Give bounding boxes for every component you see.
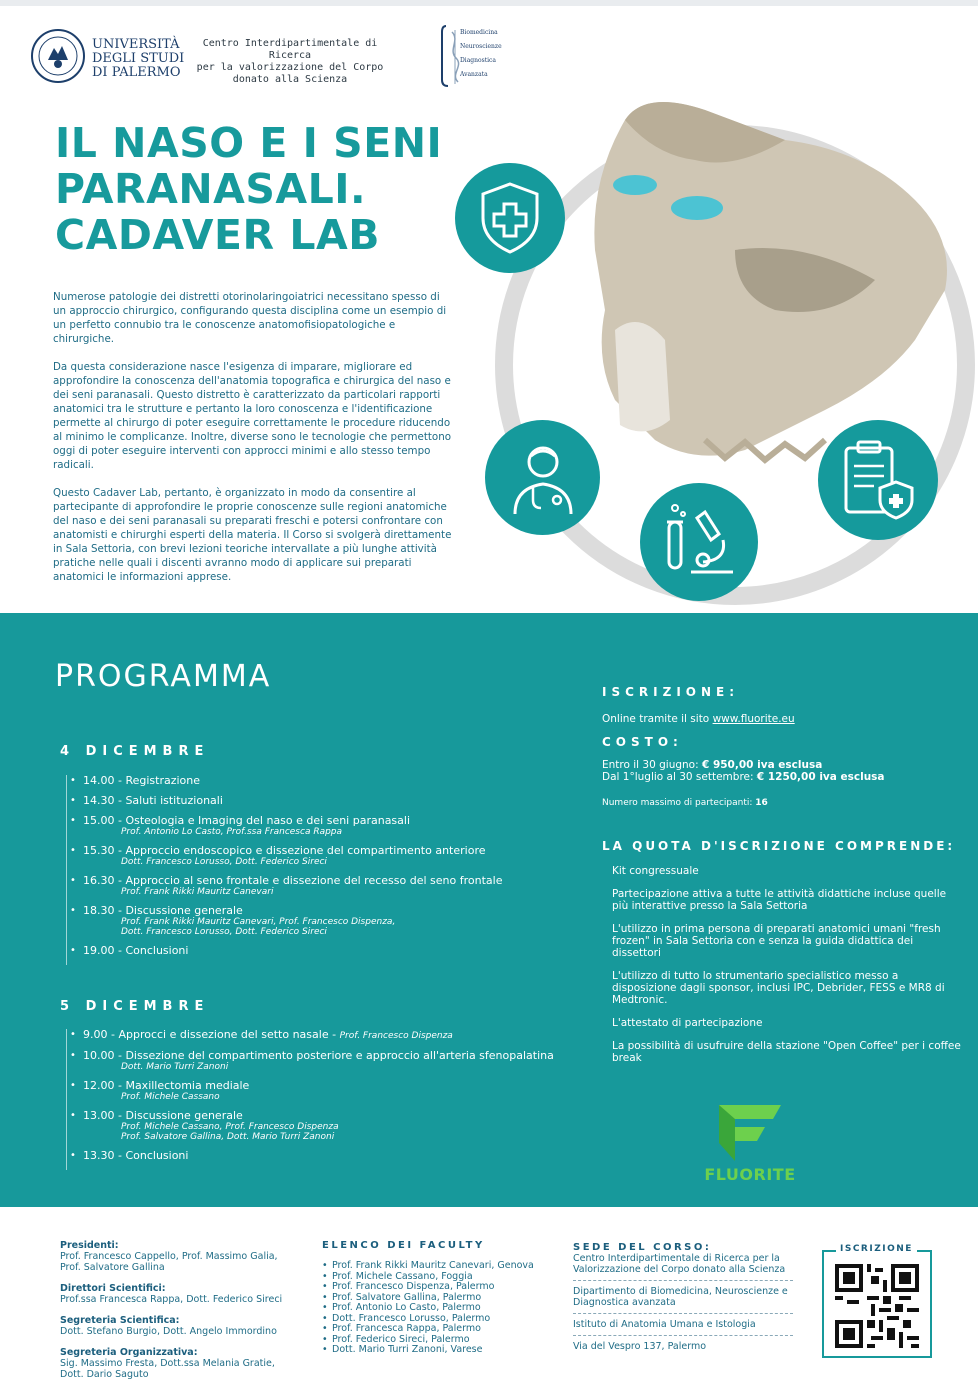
price-line: Entro il 30 giugno: € 950,00 iva esclusa	[602, 759, 823, 771]
day2-schedule	[66, 1029, 586, 1170]
day1-schedule	[66, 775, 586, 965]
schedule-item: • 18.30 - Discussione generale Prof. Frank Rikki Mauritz Canevari, Prof. Francesco Dispenza, Dott. Francesco Lorusso, Dott. Federico Sireci	[83, 905, 586, 937]
costo-heading: COSTO:	[602, 735, 683, 749]
qr-code-icon[interactable]	[835, 1264, 919, 1348]
unipa-logo	[30, 28, 190, 88]
schedule-item: • 16.30 - Approccio al seno frontale e dissezione del recesso del seno frontale Prof. Frank Rikki Mauritz Canevari	[83, 875, 586, 897]
iscrizione-text: Online tramite il sito www.fluorite.eu	[602, 713, 795, 725]
faculty-member: • Prof. Francesco Dispenza, Palermo	[322, 1282, 562, 1293]
schedule-item: • 10.00 - Dissezione del compartimento posteriore e approccio all'arteria sfenopalatina Dott. Mario Turri Zanoni	[83, 1050, 586, 1072]
bind-words: Biomedicina Neuroscienze Diagnostica Avanzata	[460, 29, 502, 78]
fluorite-mark-icon	[695, 1103, 805, 1163]
faculty	[322, 1240, 562, 1356]
speaker: Prof. Frank Rikki Mauritz Canevari, Prof. Francesco Dispenza,	[121, 917, 396, 927]
schedule-item: • 14.30 - Saluti istituzionali	[83, 795, 586, 807]
schedule-item: • 14.00 - Registrazione	[83, 775, 586, 787]
faculty-member: • Prof. Federico Sireci, Palermo	[322, 1335, 562, 1346]
fluorite-wordmark: FLUORITE	[704, 1165, 796, 1184]
bind-logo	[440, 24, 510, 88]
unipa-name: UNIVERSITÀ DEGLI STUDI DI PALERMO	[92, 37, 185, 80]
quota-item: L'utilizzo in prima persona di preparati anatomici umani "fresh frozen" in Sala Settoria con e senza la guida didattica dei dissettori	[612, 923, 941, 959]
schedule-item: • 15.30 - Approccio endoscopico e dissezione del compartimento anteriore Dott. Francesco Lorusso, Dott. Federico Sireci	[83, 845, 586, 867]
faculty-heading: ELENCO DEI FACULTY	[322, 1240, 485, 1251]
schedule-item: • 13.00 - Discussione generale Prof. Michele Cassano, Prof. Francesco Dispenza Prof. Salvatore Gallina, Dott. Mario Turri Zanoni	[83, 1110, 586, 1142]
faculty-member: • Prof. Antonio Lo Casto, Palermo	[322, 1303, 562, 1314]
speaker: Prof. Frank Rikki Mauritz Canevari	[121, 887, 274, 897]
quota-item: L'attestato di partecipazione	[612, 1017, 763, 1029]
schedule-item: • 15.00 - Osteologia e Imaging del naso e dei seni paranasali Prof. Antonio Lo Casto, Prof.ssa Francesca Rappa	[83, 815, 586, 837]
sede-heading: SEDE DEL CORSO:	[573, 1242, 712, 1253]
page-title: IL NASO E I SENI PARANASALI. CADAVER LAB	[55, 119, 443, 259]
schedule-item: • 19.00 - Conclusioni	[83, 945, 586, 957]
sede-line: Centro Interdipartimentale di Ricerca per la Valorizzazione del Corpo donato alla Scienza	[573, 1253, 786, 1275]
speaker: Prof. Antonio Lo Casto, Prof.ssa Francesca Rappa	[121, 827, 343, 837]
sede-line: Dipartimento di Biomedicina, Neuroscienze e Diagnostica avanzata	[573, 1286, 788, 1308]
iscrizione-heading: ISCRIZIONE:	[602, 685, 740, 699]
quota-list	[602, 865, 962, 1064]
sede-line: Istituto di Anatomia Umana e Istologia	[573, 1319, 756, 1330]
schedule-item: • 12.00 - Maxillectomia mediale Prof. Michele Cassano	[83, 1080, 586, 1102]
day-heading: 5 DICEMBRE	[60, 999, 210, 1014]
faculty-member: • Prof. Michele Cassano, Foggia	[322, 1272, 562, 1283]
qr-label: ISCRIZIONE	[836, 1244, 917, 1254]
sede-line: Via del Vespro 137, Palermo	[573, 1341, 707, 1352]
schedule-item: • 13.30 - Conclusioni	[83, 1150, 586, 1162]
speaker: Dott. Francesco Lorusso, Dott. Federico Sireci	[121, 857, 327, 867]
speaker: Prof. Salvatore Gallina, Dott. Mario Turri Zanoni	[121, 1132, 335, 1142]
faculty-member: • Dott. Francesco Lorusso, Palermo	[322, 1314, 562, 1325]
faculty-list	[322, 1261, 562, 1356]
fluorite-logo	[695, 1103, 805, 1193]
quota-heading: LA QUOTA D'ISCRIZIONE COMPRENDE:	[602, 839, 956, 853]
qr-registration[interactable]	[822, 1244, 932, 1358]
price-line: Dal 1°luglio al 30 settembre: € 1250,00 iva esclusa	[602, 771, 885, 783]
clipboard-shield-icon	[818, 420, 938, 540]
top-strip	[0, 0, 978, 6]
centro-heading: Centro Interdipartimentale di Ricerca per la valorizzazione del Corpo donato alla Scienza	[196, 38, 384, 85]
quota-item: Partecipazione attiva a tutte le attività didattiche incluse quelle più interattive presso la Sala Settoria	[612, 888, 947, 912]
skull-illustration	[585, 80, 975, 480]
registration-info	[602, 685, 962, 1075]
organizers: Presidenti: Prof. Francesco Cappello, Prof. Massimo Galia, Prof. Salvatore Gallina Direttori Scientifici: Prof.ssa Francesca Rappa, Dott. Federico Sireci Segreteria Scientifica: Dott. Stefano Burgio, Dott. Angelo Immordino Segreteria Organizzativa: Sig. Massimo Fresta, Dott.ssa Melania Gratie, Dott. Dario Saguto	[60, 1240, 283, 1380]
intro-paragraph: Questo Cadaver Lab, pertanto, è organizzato in modo da consentire al partecipante di approfondire le proprie conoscenze sulle regioni anatomiche del naso e dei seni paranasali su preparati freschi e potersi confrontare con anatomisti e chirurghi esperti della materia. Il Corso si svolgerà direttamente in Sala Settoria, con brevi lezioni teoriche intervallate a più lunghe attività pratiche nelle quali i discenti avranno modo di applicare sui preparati anatomici le informazioni apprese.	[53, 487, 452, 583]
quota-item: L'utilizzo di tutto lo strumentario specialistico messo a disposizione dagli sponsor, inclusi IPC, Debrider, FESS e MR8 di Medtronic.	[612, 970, 945, 1006]
speaker: Prof. Michele Cassano	[121, 1092, 220, 1102]
quota-item: La possibilità di usufruire della stazione "Open Coffee" per i coffee break	[612, 1040, 961, 1064]
program-section	[0, 613, 978, 1207]
doctor-icon	[485, 420, 600, 535]
faculty-member: • Prof. Salvatore Gallina, Palermo	[322, 1293, 562, 1304]
fluorite-link[interactable]: www.fluorite.eu	[712, 713, 795, 725]
faculty-member: • Dott. Mario Turri Zanoni, Varese	[322, 1345, 562, 1356]
intro-text	[53, 290, 453, 598]
schedule-item: • 9.00 - Approcci e dissezione del setto nasale - Prof. Francesco Dispenza	[83, 1029, 586, 1042]
speaker: Dott. Mario Turri Zanoni	[121, 1062, 229, 1072]
intro-paragraph: Da questa considerazione nasce l'esigenza di imparare, migliorare ed approfondire la conoscenza dell'anatomia topografica e chirurgica del naso e dei seni paranasali. Questo distretto è caratterizzato da particolari rapporti anatomici tra le strutture e pertanto la loro conoscenza e l'identificazione permette al chirurgo di poter eseguire correttamente le procedure riducendo al minimo le complicanze. Inoltre, diverse sono le tecnologie che permettono oggi di poter eseguire interventi con approcci minimi e allo stesso tempo radicali.	[53, 361, 452, 471]
speaker: Dott. Francesco Lorusso, Dott. Federico Sireci	[121, 927, 327, 937]
unipa-seal-icon	[30, 28, 86, 84]
day-heading: 4 DICEMBRE	[60, 744, 210, 759]
venue	[573, 1242, 798, 1352]
intro-paragraph: Numerose patologie dei distretti otorinolaringoiatrici necessitano spesso di un approccio chirurgico, configurando questa disciplina come un esempio di un perfetto connubio tra le conoscenze anatomofisiopatologiche e chirurgiche.	[53, 291, 447, 345]
lab-microscope-icon	[640, 483, 758, 601]
max-participants: Numero massimo di partecipanti: 16	[602, 798, 768, 808]
faculty-member: • Prof. Francesca Rappa, Palermo	[322, 1324, 562, 1335]
faculty-member: • Prof. Frank Rikki Mauritz Canevari, Genova	[322, 1261, 562, 1272]
speaker: Prof. Francesco Dispenza	[339, 1031, 453, 1041]
quota-item: Kit congressuale	[612, 865, 699, 877]
program-title: PROGRAMMA	[55, 659, 272, 694]
speaker: Prof. Michele Cassano, Prof. Francesco Dispenza	[121, 1122, 339, 1132]
shield-cross-icon	[455, 163, 565, 273]
